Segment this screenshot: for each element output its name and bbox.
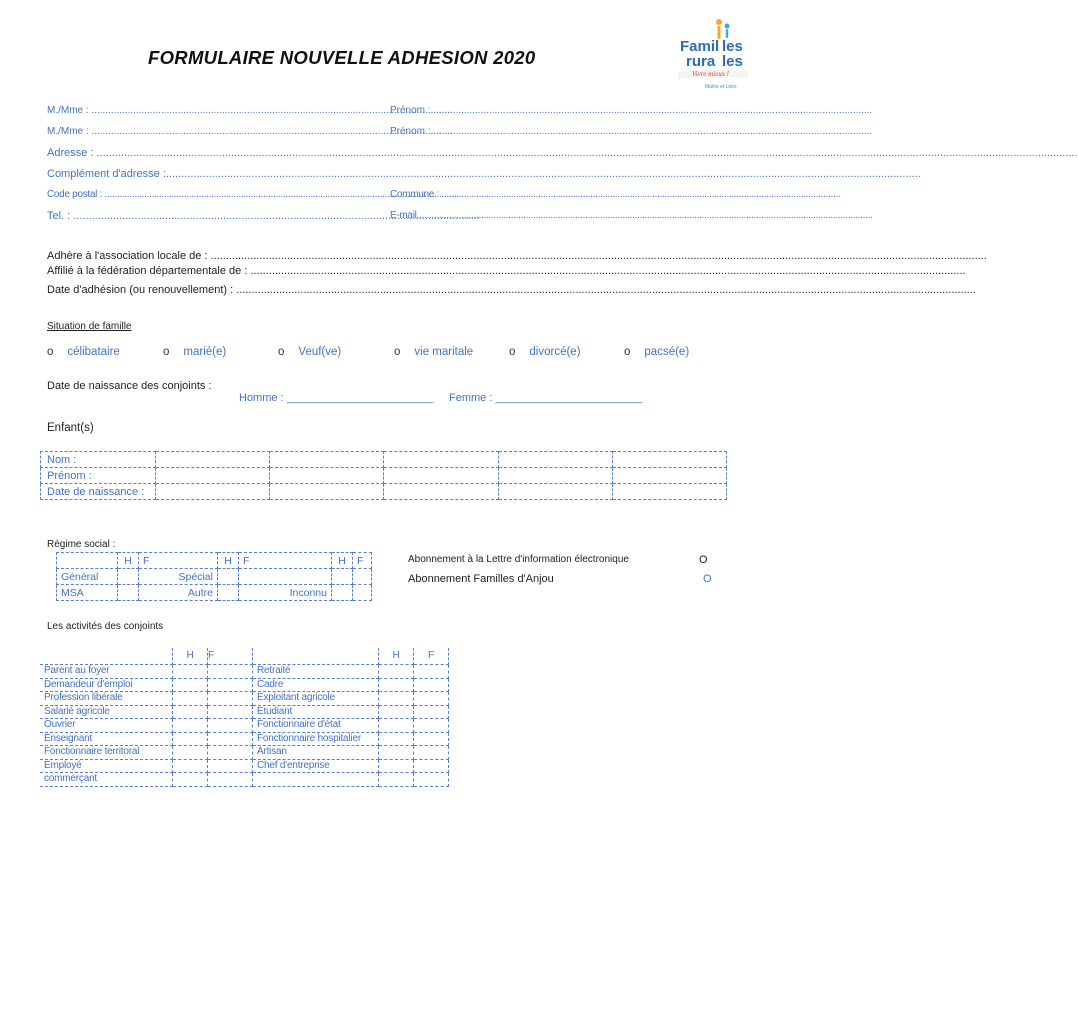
regime-checkbox[interactable]	[118, 585, 139, 601]
table-row	[40, 705, 449, 719]
table-row	[41, 484, 727, 500]
activite-label: Artisan	[253, 746, 379, 760]
abonnement-anjou-checkbox[interactable]: O	[703, 573, 712, 585]
enfants-cell[interactable]	[270, 484, 384, 500]
activites-head-blank	[253, 648, 379, 665]
activite-checkbox[interactable]	[173, 773, 208, 787]
regime-table	[56, 552, 372, 601]
activite-checkbox[interactable]	[173, 719, 208, 733]
table-row	[40, 648, 449, 665]
table-row	[40, 773, 449, 787]
activites-f-header: F	[414, 648, 449, 665]
table-row	[40, 692, 449, 706]
radio-celibataire[interactable]: o célibataire	[47, 346, 120, 358]
enfants-cell[interactable]	[384, 452, 498, 468]
activite-label: Enseignant	[40, 732, 173, 746]
mme1-field[interactable]: M./Mme : ..................................................................................................................................	[47, 105, 453, 116]
enfants-cell[interactable]	[384, 468, 498, 484]
enfants-cell[interactable]	[612, 468, 726, 484]
activite-checkbox[interactable]	[414, 665, 449, 679]
activite-label: Exploitant agricole	[253, 692, 379, 706]
form-title: FORMULAIRE NOUVELLE ADHESION 2020	[148, 47, 536, 68]
activite-checkbox[interactable]	[414, 759, 449, 773]
logo-tagline: Vivre mieux !	[692, 70, 729, 78]
familles-rurales-logo	[672, 18, 754, 94]
activite-checkbox[interactable]	[208, 719, 253, 733]
activite-checkbox[interactable]	[379, 719, 414, 733]
activite-label: Fonctionnaire d'état	[253, 719, 379, 733]
regime-h-header: H	[332, 553, 353, 569]
activite-label: Etudiant	[253, 705, 379, 719]
activite-label: Demandeur d'emploi	[40, 678, 173, 692]
activite-checkbox[interactable]	[208, 705, 253, 719]
logo-text-line1: Famil	[680, 38, 720, 55]
enfants-cell[interactable]	[498, 452, 612, 468]
regime-inconnu-label: Inconnu	[239, 585, 332, 601]
activite-checkbox[interactable]	[208, 746, 253, 760]
activite-checkbox[interactable]	[379, 732, 414, 746]
regime-msa-label: MSA	[57, 585, 118, 601]
radio-veuf[interactable]: o Veuf(ve)	[278, 346, 342, 358]
activite-label: Profession libérale	[40, 692, 173, 706]
activite-label: Parent au foyer	[40, 665, 173, 679]
table-row	[40, 719, 449, 733]
regime-f-header: F	[239, 553, 332, 569]
activite-checkbox[interactable]	[414, 746, 449, 760]
radio-divorce[interactable]: o divorcé(e)	[509, 346, 581, 358]
activite-checkbox[interactable]	[208, 773, 253, 787]
regime-f-header: F	[353, 553, 372, 569]
regime-checkbox[interactable]	[353, 569, 372, 585]
table-row	[40, 759, 449, 773]
activite-checkbox[interactable]	[379, 678, 414, 692]
activites-label: Les activités des conjoints	[47, 621, 164, 632]
enfants-row-label: Date de naissance :	[41, 484, 156, 500]
enfants-cell[interactable]	[612, 452, 726, 468]
activite-checkbox[interactable]	[379, 705, 414, 719]
radio-bullet-icon: o	[509, 346, 516, 358]
table-row	[57, 585, 372, 601]
activite-checkbox[interactable]	[208, 692, 253, 706]
radio-bullet-icon: o	[163, 346, 170, 358]
activite-checkbox[interactable]	[208, 678, 253, 692]
activite-checkbox[interactable]	[414, 773, 449, 787]
radio-marie[interactable]: o marié(e)	[163, 346, 227, 358]
activite-checkbox[interactable]	[414, 678, 449, 692]
regime-checkbox[interactable]	[332, 585, 353, 601]
activite-checkbox[interactable]	[208, 665, 253, 679]
regime-checkbox[interactable]	[218, 569, 239, 585]
enfants-row-label: Prénom :	[41, 468, 156, 484]
commune-field[interactable]: Commune : .................................................................................................................................................................	[390, 189, 841, 200]
enfants-cell[interactable]	[270, 468, 384, 484]
activites-table	[40, 648, 449, 787]
adresse-field[interactable]: Adresse : .................................................................................................................................................................................................................................................................................................................................	[47, 147, 1078, 159]
mme2-field[interactable]: M./Mme : ..................................................................................................................................	[47, 126, 453, 137]
radio-bullet-icon: o	[394, 346, 401, 358]
activites-head-blank	[40, 648, 173, 665]
logo-text-line2: rura	[686, 53, 716, 70]
activite-checkbox[interactable]	[414, 732, 449, 746]
logo-text-line1b: les	[722, 38, 743, 55]
email-field[interactable]: E-mail........................................................................................................................................................................................	[390, 210, 873, 221]
prenom1-field[interactable]: Prénom :...............................................................................................................................................................	[390, 105, 873, 116]
activite-checkbox[interactable]	[414, 719, 449, 733]
enfants-cell[interactable]	[156, 484, 270, 500]
activite-label: Cadre	[253, 678, 379, 692]
radio-bullet-icon: o	[624, 346, 631, 358]
enfants-cell[interactable]	[384, 484, 498, 500]
regime-label: Régime social :	[47, 539, 116, 550]
regime-checkbox[interactable]	[218, 585, 239, 601]
activite-checkbox[interactable]	[414, 692, 449, 706]
logo-figures-icon	[672, 18, 754, 94]
naissance-femme-field[interactable]: Femme : ________________________	[449, 392, 643, 404]
regime-cell	[57, 553, 118, 569]
activite-checkbox[interactable]	[379, 773, 414, 787]
enfants-table	[40, 451, 727, 500]
enfants-label: Enfant(s)	[47, 422, 94, 434]
activite-label: Fonctionnaire territoral	[40, 746, 173, 760]
table-row	[40, 732, 449, 746]
enfants-cell[interactable]	[156, 468, 270, 484]
table-row	[57, 553, 372, 569]
tel-field[interactable]: Tel. : .....................................................................................................................................	[47, 210, 480, 222]
activites-f-header: F	[208, 648, 253, 665]
radio-bullet-icon: o	[47, 346, 54, 358]
activite-checkbox[interactable]	[379, 665, 414, 679]
regime-special-label: Spécial	[139, 569, 218, 585]
enfants-cell[interactable]	[270, 452, 384, 468]
table-row	[41, 452, 727, 468]
enfants-cell[interactable]	[156, 452, 270, 468]
regime-h-header: H	[218, 553, 239, 569]
regime-autre-label: Autre	[139, 585, 218, 601]
regime-checkbox[interactable]	[332, 569, 353, 585]
regime-f-header: F	[139, 553, 218, 569]
activite-checkbox[interactable]	[173, 665, 208, 679]
regime-cell[interactable]	[239, 569, 332, 585]
activite-checkbox[interactable]	[173, 732, 208, 746]
activite-label: Retraité	[253, 665, 379, 679]
date-adhesion-field[interactable]: Date d'adhésion (ou renouvellement) : ..................................................................................................................................................................................................................................................	[47, 284, 976, 296]
table-row	[57, 569, 372, 585]
activite-label: Chef d'entreprise	[253, 759, 379, 773]
prenom2-field[interactable]: Prénom :...............................................................................................................................................................	[390, 126, 873, 137]
enfants-row-label: Nom :	[41, 452, 156, 468]
enfants-cell[interactable]	[498, 468, 612, 484]
activite-checkbox[interactable]	[414, 705, 449, 719]
activite-checkbox[interactable]	[208, 759, 253, 773]
activite-label	[253, 773, 379, 787]
activite-checkbox[interactable]	[173, 678, 208, 692]
table-row	[40, 746, 449, 760]
enfants-cell[interactable]	[612, 484, 726, 500]
situation-label: Situation de famille	[47, 321, 132, 332]
regime-checkbox[interactable]	[353, 585, 372, 601]
activite-checkbox[interactable]	[379, 746, 414, 760]
table-row	[40, 678, 449, 692]
activite-checkbox[interactable]	[379, 759, 414, 773]
radio-bullet-icon: o	[278, 346, 285, 358]
activite-label: Salarié agricole	[40, 705, 173, 719]
activite-label: Ouvrier	[40, 719, 173, 733]
adhere-field[interactable]: Adhère à l'association locale de : ..............................................................................................................................................................................................................................................................	[47, 250, 987, 262]
table-row	[40, 665, 449, 679]
activites-h-header: H	[173, 648, 208, 665]
activite-label: commerçant	[40, 773, 173, 787]
naissance-homme-field[interactable]: Homme : ________________________	[239, 392, 434, 404]
activite-checkbox[interactable]	[379, 692, 414, 706]
regime-h-header: H	[118, 553, 139, 569]
activites-h-header: H	[379, 648, 414, 665]
table-row	[41, 468, 727, 484]
activite-checkbox[interactable]	[173, 746, 208, 760]
activite-checkbox[interactable]	[173, 705, 208, 719]
logo-region: Maine et Loire	[705, 84, 737, 90]
affilie-field[interactable]: Affilié à la fédération départementale de : ..........................................................................................................................................................................................................................................	[47, 265, 966, 277]
activite-checkbox[interactable]	[208, 732, 253, 746]
radio-vie-maritale[interactable]: o vie maritale	[394, 346, 474, 358]
regime-general-label: Général	[57, 569, 118, 585]
activite-checkbox[interactable]	[173, 759, 208, 773]
activite-checkbox[interactable]	[173, 692, 208, 706]
abonnement-anjou-label: Abonnement Familles d'Anjou	[408, 573, 554, 585]
abonnement-lettre-label: Abonnement à la Lettre d'information électronique	[408, 554, 629, 565]
logo-text-line2b: les	[722, 53, 743, 70]
enfants-cell[interactable]	[498, 484, 612, 500]
radio-pacse[interactable]: o pacsé(e)	[624, 346, 690, 358]
activite-label: Fonctionnaire hospitalier	[253, 732, 379, 746]
regime-checkbox[interactable]	[118, 569, 139, 585]
naissance-label: Date de naissance des conjoints :	[47, 380, 212, 392]
complement-field[interactable]: Complément d'adresse :.......................................................................................................................................................................................................................................................	[47, 168, 921, 180]
abonnement-lettre-checkbox[interactable]: O	[699, 554, 708, 566]
codepostal-field[interactable]: Code postal : ...............................................................................................................................................	[47, 189, 459, 200]
activite-label: Employé	[40, 759, 173, 773]
